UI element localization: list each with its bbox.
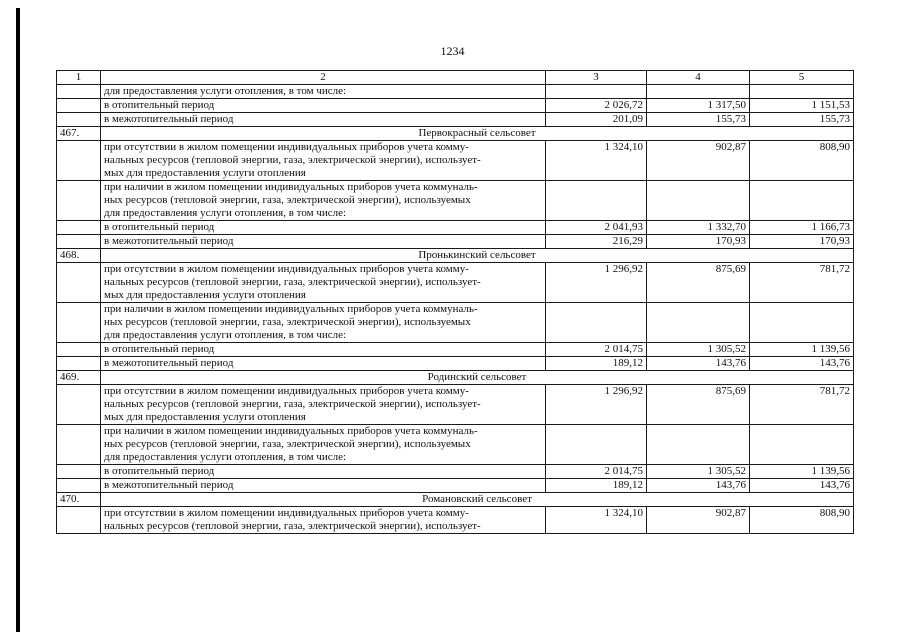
table-row — [57, 465, 854, 479]
description-line: для предоставления услуги отопления, в том числе: — [104, 85, 347, 97]
row-number-cell — [57, 141, 101, 181]
value-col-5: 1 139,56 — [750, 343, 854, 357]
value-col-4: 875,69 — [647, 263, 750, 303]
row-number-cell — [57, 263, 101, 303]
description-line: нальных ресурсов (тепловой энергии, газа, электрической энергии), использует- — [104, 276, 481, 288]
table-header-row — [57, 71, 854, 85]
row-description — [101, 465, 546, 479]
value-col-4: 902,87 — [647, 507, 750, 534]
description-line: при отсутствии в жилом помещении индивидуальных приборов учета комму- — [104, 263, 469, 275]
description-line: мых для предоставления услуги отопления — [104, 167, 306, 179]
value-col-4: 1 305,52 — [647, 343, 750, 357]
value-col-4: 1 305,52 — [647, 465, 750, 479]
description-line: в отопительный период — [104, 99, 215, 111]
value-col-3: 1 296,92 — [546, 385, 647, 425]
description-line: для предоставления услуги отопления, в том числе: — [104, 451, 347, 463]
value-col-3: 2 014,75 — [546, 465, 647, 479]
value-col-3: 201,09 — [546, 113, 647, 127]
row-description — [101, 221, 546, 235]
row-description — [101, 507, 546, 534]
table-row — [57, 141, 854, 181]
row-number-cell — [57, 479, 101, 493]
description-line: для предоставления услуги отопления, в том числе: — [104, 329, 347, 341]
row-number-cell — [57, 85, 101, 99]
value-col-5: 170,93 — [750, 235, 854, 249]
value-col-3: 1 296,92 — [546, 263, 647, 303]
value-col-4: 143,76 — [647, 479, 750, 493]
value-col-5: 808,90 — [750, 507, 854, 534]
row-description — [101, 99, 546, 113]
value-col-4: 1 317,50 — [647, 99, 750, 113]
row-description — [101, 425, 546, 465]
value-col-5: 1 151,53 — [750, 99, 854, 113]
section-title: Родинский сельсовет — [101, 371, 854, 385]
value-col-4: 143,76 — [647, 357, 750, 371]
column-header-2: 2 — [101, 71, 546, 85]
page-number: 1234 — [440, 44, 465, 58]
row-number-cell — [57, 465, 101, 479]
value-col-3 — [546, 303, 647, 343]
tariff-table-body — [57, 71, 854, 534]
value-col-4: 875,69 — [647, 385, 750, 425]
row-number-cell — [57, 99, 101, 113]
row-description — [101, 357, 546, 371]
value-col-3: 189,12 — [546, 357, 647, 371]
row-number-cell — [57, 181, 101, 221]
column-header-5: 5 — [750, 71, 854, 85]
description-line: нальных ресурсов (тепловой энергии, газа, электрической энергии), использует- — [104, 154, 481, 166]
description-line: нальных ресурсов (тепловой энергии, газа, электрической энергии), использует- — [104, 398, 481, 410]
value-col-3 — [546, 181, 647, 221]
description-line: ных ресурсов (тепловой энергии, газа, электрической энергии), используемых — [104, 438, 471, 450]
section-row — [57, 493, 854, 507]
section-number: 469. — [57, 371, 101, 385]
section-number: 467. — [57, 127, 101, 141]
value-col-5: 781,72 — [750, 385, 854, 425]
description-line: при отсутствии в жилом помещении индивидуальных приборов учета комму- — [104, 141, 469, 153]
table-row — [57, 357, 854, 371]
row-description — [101, 113, 546, 127]
value-col-3 — [546, 425, 647, 465]
row-description — [101, 141, 546, 181]
value-col-5: 143,76 — [750, 479, 854, 493]
description-line: в межотопительный период — [104, 479, 234, 491]
row-number-cell — [57, 343, 101, 357]
section-number: 468. — [57, 249, 101, 263]
value-col-4: 155,73 — [647, 113, 750, 127]
value-col-3: 1 324,10 — [546, 141, 647, 181]
row-description — [101, 479, 546, 493]
table-row — [57, 113, 854, 127]
section-number: 470. — [57, 493, 101, 507]
value-col-4: 1 332,70 — [647, 221, 750, 235]
value-col-5 — [750, 303, 854, 343]
value-col-4: 902,87 — [647, 141, 750, 181]
value-col-3: 216,29 — [546, 235, 647, 249]
description-line: в отопительный период — [104, 465, 215, 477]
value-col-4 — [647, 181, 750, 221]
value-col-4 — [647, 85, 750, 99]
description-line: ных ресурсов (тепловой энергии, газа, электрической энергии), используемых — [104, 316, 471, 328]
value-col-5: 1 139,56 — [750, 465, 854, 479]
row-number-cell — [57, 113, 101, 127]
column-header-3: 3 — [546, 71, 647, 85]
row-description — [101, 343, 546, 357]
description-line: мых для предоставления услуги отопления — [104, 289, 306, 301]
description-line: при наличии в жилом помещении индивидуальных приборов учета коммуналь- — [104, 303, 478, 315]
section-row — [57, 127, 854, 141]
value-col-5: 155,73 — [750, 113, 854, 127]
value-col-3: 189,12 — [546, 479, 647, 493]
section-title: Пронькинский сельсовет — [101, 249, 854, 263]
section-row — [57, 371, 854, 385]
row-number-cell — [57, 507, 101, 534]
description-line: мых для предоставления услуги отопления — [104, 411, 306, 423]
description-line: нальных ресурсов (тепловой энергии, газа, электрической энергии), использует- — [104, 520, 481, 532]
column-header-4: 4 — [647, 71, 750, 85]
page-binding-line — [16, 8, 20, 632]
table-row — [57, 85, 854, 99]
table-row — [57, 235, 854, 249]
value-col-5: 781,72 — [750, 263, 854, 303]
row-number-cell — [57, 221, 101, 235]
table-row — [57, 425, 854, 465]
description-line: при отсутствии в жилом помещении индивидуальных приборов учета комму- — [104, 385, 469, 397]
value-col-3: 2 026,72 — [546, 99, 647, 113]
section-title: Романовский сельсовет — [101, 493, 854, 507]
value-col-5: 1 166,73 — [750, 221, 854, 235]
description-line: для предоставления услуги отопления, в том числе: — [104, 207, 347, 219]
row-number-cell — [57, 303, 101, 343]
table-row — [57, 181, 854, 221]
row-description — [101, 181, 546, 221]
description-line: в межотопительный период — [104, 235, 234, 247]
value-col-5: 143,76 — [750, 357, 854, 371]
table-row — [57, 303, 854, 343]
section-row — [57, 249, 854, 263]
value-col-4: 170,93 — [647, 235, 750, 249]
row-description — [101, 385, 546, 425]
row-description — [101, 303, 546, 343]
description-line: при наличии в жилом помещении индивидуальных приборов учета коммуналь- — [104, 181, 478, 193]
table-row — [57, 343, 854, 357]
description-line: в отопительный период — [104, 221, 215, 233]
description-line: в межотопительный период — [104, 113, 234, 125]
table-row — [57, 385, 854, 425]
row-number-cell — [57, 425, 101, 465]
description-line: в отопительный период — [104, 343, 215, 355]
table-row — [57, 99, 854, 113]
table-row — [57, 221, 854, 235]
value-col-5 — [750, 181, 854, 221]
value-col-3: 2 014,75 — [546, 343, 647, 357]
value-col-3 — [546, 85, 647, 99]
value-col-3: 1 324,10 — [546, 507, 647, 534]
table-row — [57, 507, 854, 534]
description-line: ных ресурсов (тепловой энергии, газа, электрической энергии), используемых — [104, 194, 471, 206]
value-col-4 — [647, 425, 750, 465]
row-number-cell — [57, 357, 101, 371]
row-number-cell — [57, 235, 101, 249]
column-header-1: 1 — [57, 71, 101, 85]
value-col-5 — [750, 85, 854, 99]
row-description — [101, 235, 546, 249]
description-line: в межотопительный период — [104, 357, 234, 369]
tariff-table — [56, 70, 854, 534]
row-number-cell — [57, 385, 101, 425]
value-col-3: 2 041,93 — [546, 221, 647, 235]
value-col-5: 808,90 — [750, 141, 854, 181]
table-row — [57, 263, 854, 303]
description-line: при отсутствии в жилом помещении индивидуальных приборов учета комму- — [104, 507, 469, 519]
table-row — [57, 479, 854, 493]
value-col-5 — [750, 425, 854, 465]
description-line: при наличии в жилом помещении индивидуальных приборов учета коммуналь- — [104, 425, 478, 437]
value-col-4 — [647, 303, 750, 343]
section-title: Первокрасный сельсовет — [101, 127, 854, 141]
row-description — [101, 85, 546, 99]
row-description — [101, 263, 546, 303]
